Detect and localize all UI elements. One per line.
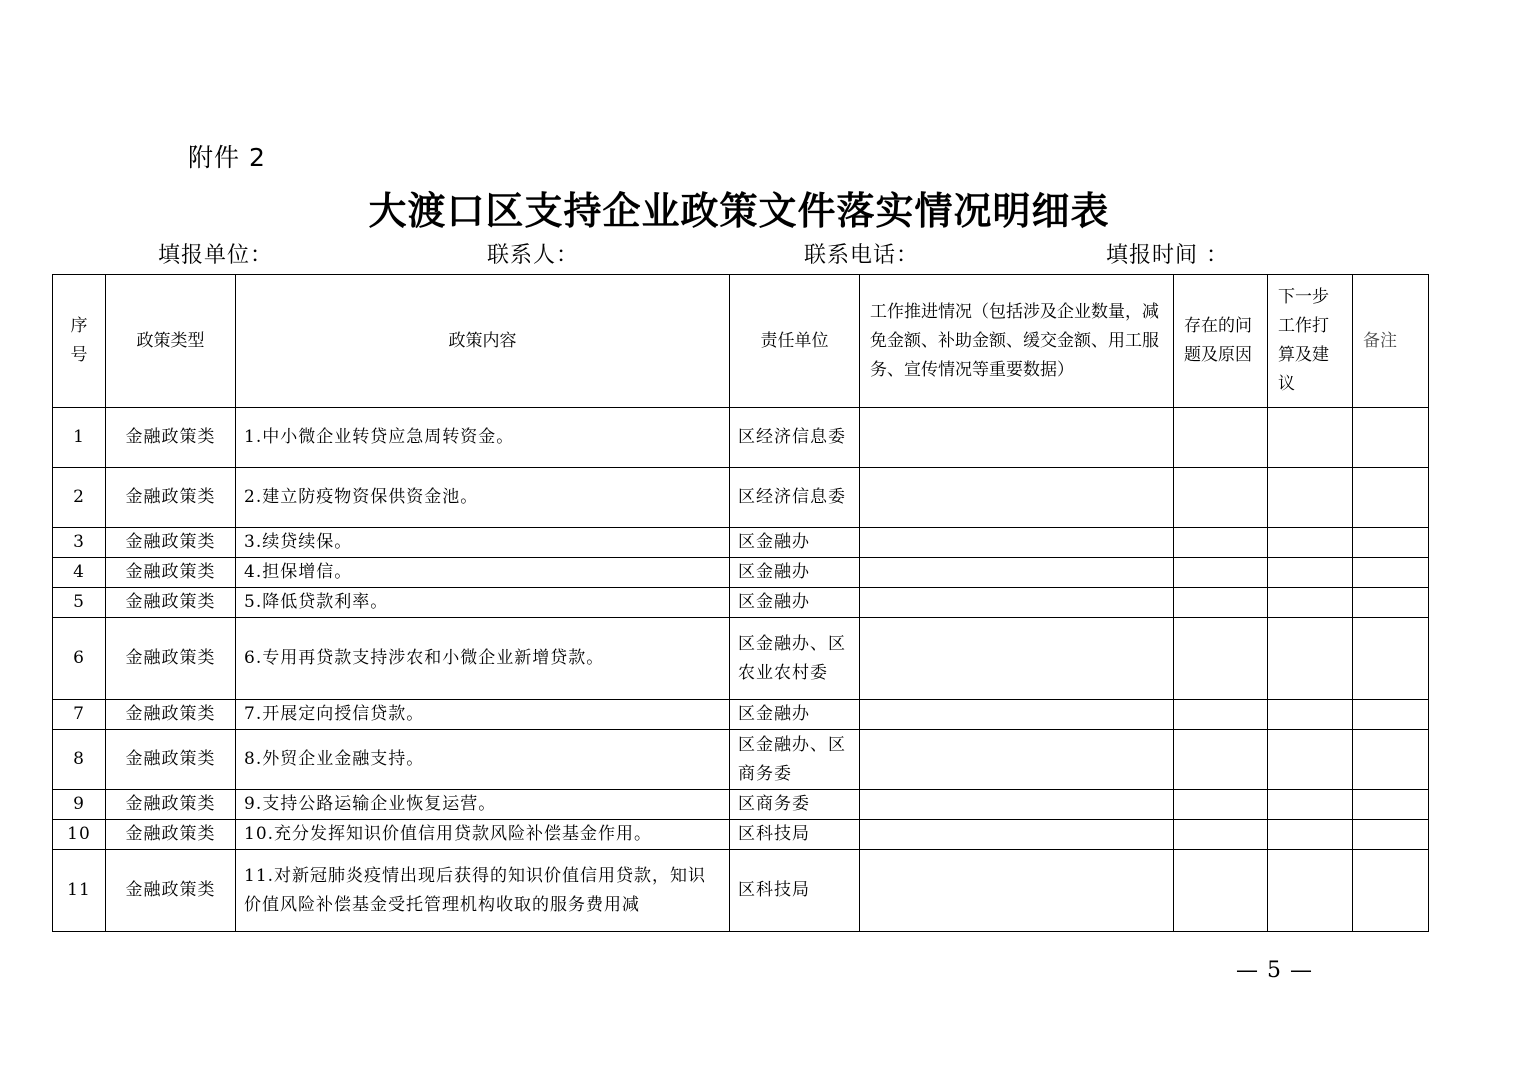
cell-next-steps[interactable] xyxy=(1268,618,1353,700)
cell-type: 金融政策类 xyxy=(106,820,236,850)
cell-dept: 区科技局 xyxy=(730,850,860,932)
cell-next-steps[interactable] xyxy=(1268,730,1353,790)
page-number: — 5 — xyxy=(1236,958,1313,983)
cell-content: 1.中小微企业转贷应急周转资金。 xyxy=(236,408,730,468)
cell-content: 3.续贷续保。 xyxy=(236,528,730,558)
cell-no: 8 xyxy=(53,730,106,790)
cell-progress[interactable] xyxy=(860,528,1174,558)
field-report-unit: 填报单位： xyxy=(158,243,274,268)
cell-remark[interactable] xyxy=(1353,700,1429,730)
cell-type: 金融政策类 xyxy=(106,408,236,468)
cell-progress[interactable] xyxy=(860,408,1174,468)
cell-content: 11.对新冠肺炎疫情出现后获得的知识价值信用贷款，知识价值风险补偿基金受托管理机构收取的服务费用减 xyxy=(236,850,730,932)
column-header-type: 政策类型 xyxy=(106,275,236,408)
cell-dept: 区金融办、区商务委 xyxy=(730,730,860,790)
column-header-progress: 工作推进情况（包括涉及企业数量，减免金额、补助金额、缓交金额、用工服务、宣传情况等重要数据） xyxy=(860,275,1174,408)
cell-remark[interactable] xyxy=(1353,528,1429,558)
table-row xyxy=(53,528,1429,558)
table-row xyxy=(53,408,1429,468)
table-row xyxy=(53,588,1429,618)
cell-type: 金融政策类 xyxy=(106,468,236,528)
cell-dept: 区科技局 xyxy=(730,820,860,850)
cell-issues[interactable] xyxy=(1174,408,1268,468)
cell-no: 3 xyxy=(53,528,106,558)
attachment-label: 附件 2 xyxy=(188,143,266,172)
cell-remark[interactable] xyxy=(1353,850,1429,932)
cell-remark[interactable] xyxy=(1353,820,1429,850)
column-header-dept: 责任单位 xyxy=(730,275,860,408)
table-row xyxy=(53,790,1429,820)
cell-remark[interactable] xyxy=(1353,558,1429,588)
cell-issues[interactable] xyxy=(1174,700,1268,730)
field-contact-person: 联系人： xyxy=(487,243,580,268)
cell-progress[interactable] xyxy=(860,558,1174,588)
cell-progress[interactable] xyxy=(860,820,1174,850)
cell-content: 7.开展定向授信贷款。 xyxy=(236,700,730,730)
cell-content: 8.外贸企业金融支持。 xyxy=(236,730,730,790)
cell-next-steps[interactable] xyxy=(1268,700,1353,730)
cell-dept: 区金融办 xyxy=(730,588,860,618)
cell-issues[interactable] xyxy=(1174,820,1268,850)
cell-issues[interactable] xyxy=(1174,588,1268,618)
column-header-issues: 存在的问题及原因 xyxy=(1174,275,1268,408)
table-row xyxy=(53,850,1429,932)
field-report-time: 填报时间 ： xyxy=(1106,243,1229,268)
table-row xyxy=(53,700,1429,730)
cell-issues[interactable] xyxy=(1174,528,1268,558)
table-row xyxy=(53,618,1429,700)
column-header-no: 序号 xyxy=(53,275,106,408)
cell-issues[interactable] xyxy=(1174,618,1268,700)
column-header-next-steps: 下一步工作打算及建议 xyxy=(1268,275,1353,408)
cell-type: 金融政策类 xyxy=(106,558,236,588)
cell-dept: 区金融办 xyxy=(730,700,860,730)
cell-remark[interactable] xyxy=(1353,408,1429,468)
cell-next-steps[interactable] xyxy=(1268,558,1353,588)
cell-issues[interactable] xyxy=(1174,730,1268,790)
cell-issues[interactable] xyxy=(1174,468,1268,528)
cell-content: 2.建立防疫物资保供资金池。 xyxy=(236,468,730,528)
table-row xyxy=(53,468,1429,528)
cell-type: 金融政策类 xyxy=(106,618,236,700)
cell-issues[interactable] xyxy=(1174,558,1268,588)
cell-next-steps[interactable] xyxy=(1268,468,1353,528)
cell-type: 金融政策类 xyxy=(106,850,236,932)
cell-dept: 区金融办 xyxy=(730,558,860,588)
cell-progress[interactable] xyxy=(860,618,1174,700)
cell-dept: 区经济信息委 xyxy=(730,408,860,468)
cell-type: 金融政策类 xyxy=(106,588,236,618)
cell-remark[interactable] xyxy=(1353,790,1429,820)
cell-next-steps[interactable] xyxy=(1268,408,1353,468)
cell-next-steps[interactable] xyxy=(1268,528,1353,558)
column-header-content: 政策内容 xyxy=(236,275,730,408)
cell-remark[interactable] xyxy=(1353,730,1429,790)
cell-progress[interactable] xyxy=(860,850,1174,932)
cell-dept: 区金融办、区农业农村委 xyxy=(730,618,860,700)
table-body xyxy=(53,408,1429,932)
cell-no: 5 xyxy=(53,588,106,618)
cell-content: 9.支持公路运输企业恢复运营。 xyxy=(236,790,730,820)
cell-type: 金融政策类 xyxy=(106,528,236,558)
cell-dept: 区商务委 xyxy=(730,790,860,820)
cell-progress[interactable] xyxy=(860,468,1174,528)
column-header-remark: 备注 xyxy=(1353,275,1429,408)
cell-next-steps[interactable] xyxy=(1268,850,1353,932)
cell-no: 4 xyxy=(53,558,106,588)
cell-issues[interactable] xyxy=(1174,850,1268,932)
cell-type: 金融政策类 xyxy=(106,790,236,820)
cell-no: 6 xyxy=(53,618,106,700)
cell-type: 金融政策类 xyxy=(106,730,236,790)
cell-issues[interactable] xyxy=(1174,790,1268,820)
cell-no: 1 xyxy=(53,408,106,468)
cell-content: 4.担保增信。 xyxy=(236,558,730,588)
cell-progress[interactable] xyxy=(860,730,1174,790)
cell-dept: 区经济信息委 xyxy=(730,468,860,528)
table-row xyxy=(53,730,1429,790)
cell-no: 11 xyxy=(53,850,106,932)
cell-type: 金融政策类 xyxy=(106,700,236,730)
table-row xyxy=(53,820,1429,850)
cell-next-steps[interactable] xyxy=(1268,790,1353,820)
table-row xyxy=(53,558,1429,588)
table-header-row xyxy=(53,275,1429,408)
cell-no: 7 xyxy=(53,700,106,730)
field-contact-phone: 联系电话： xyxy=(804,243,920,268)
cell-no: 9 xyxy=(53,790,106,820)
cell-progress[interactable] xyxy=(860,790,1174,820)
cell-remark[interactable] xyxy=(1353,588,1429,618)
cell-next-steps[interactable] xyxy=(1268,820,1353,850)
cell-content: 5.降低贷款利率。 xyxy=(236,588,730,618)
cell-content: 6.专用再贷款支持涉农和小微企业新增贷款。 xyxy=(236,618,730,700)
cell-content: 10.充分发挥知识价值信用贷款风险补偿基金作用。 xyxy=(236,820,730,850)
cell-no: 10 xyxy=(53,820,106,850)
cell-progress[interactable] xyxy=(860,588,1174,618)
cell-remark[interactable] xyxy=(1353,618,1429,700)
document-title: 大渡口区支持企业政策文件落实情况明细表 xyxy=(368,188,1110,233)
cell-dept: 区金融办 xyxy=(730,528,860,558)
cell-next-steps[interactable] xyxy=(1268,588,1353,618)
cell-progress[interactable] xyxy=(860,700,1174,730)
cell-no: 2 xyxy=(53,468,106,528)
cell-remark[interactable] xyxy=(1353,468,1429,528)
policy-detail-table xyxy=(52,274,1429,932)
